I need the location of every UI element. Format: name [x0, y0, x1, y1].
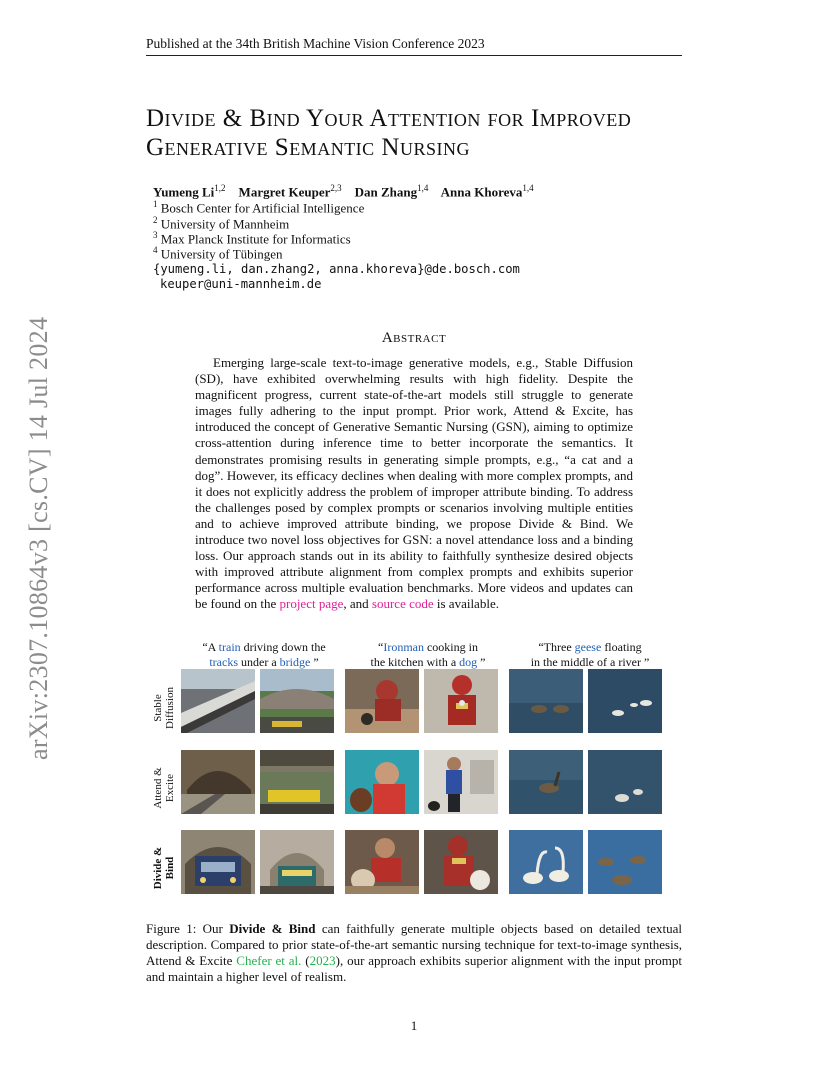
email-line[interactable]: {yumeng.li, dan.zhang2, anna.khoreva}@de.bosch.com	[153, 262, 520, 276]
title-line-1: Divide & Bind Your Attention for Improved	[146, 105, 632, 132]
citation-link[interactable]: Chefer et al.	[236, 953, 302, 968]
paper-title	[146, 104, 706, 162]
thumb-train-db-1	[181, 830, 255, 894]
thumb-train-ae-2	[260, 750, 334, 814]
thumb-geese-db-2	[588, 830, 662, 894]
caption-text: can faithfully generate multiple objects based on detailed textual description. Compared to prior state-of-the-art semantic nursing technique for text-to-image synthesis, Attend & Excite	[146, 921, 682, 968]
row-label-line: Diffusion	[164, 687, 176, 729]
row-label-line: Stable	[152, 694, 164, 722]
thumb-train-sd-1	[181, 669, 255, 733]
prompt-text: the kitchen with a	[370, 655, 460, 669]
author-list	[153, 183, 534, 200]
affiliation	[153, 245, 283, 262]
row-label-stable-diffusion	[152, 676, 176, 740]
abstract-text-end: is available.	[433, 596, 499, 612]
author-name: Dan Zhang	[354, 184, 418, 200]
prompt-keyword: bridge	[279, 655, 311, 669]
prompt-keyword: dog	[459, 655, 478, 669]
abstract-text: Emerging large-scale text-to-image generative models, e.g., Stable Diffusion (SD), have exhibited overwhelming results with high fidelity. Despite the magnificent progress, current state-of-the-art models still struggle to generate images fully adhering to the input prompt. Prior work, Attend & Excite, has introduced the concept of Generative Semantic Nursing (GSN), aiming to optimize cross-attention during inference time to better incorporate the semantics. It demonstrates promising results in generating simple prompts, e.g., “a cat and a dog”. However, its efficacy declines when dealing with more complex prompts, and it does not explicitly address the problem of improper attribute binding. To address the challenges posed by complex prompts or scenarios involving multiple entities and to achieve improved attribute binding, we propose Divide & Bind. We introduce two novel loss objectives for GSN: a novel attendance loss and a binding loss. Our approach stands out in its ability to faithfully synthesize desired objects with improved attribute alignment from complex prompts and exhibits superior performance across multiple evaluation benchmarks. More videos and updates can be found on the	[195, 355, 633, 612]
row-label-line: Bind	[164, 856, 176, 880]
figure-caption	[146, 921, 682, 985]
author-name: Yumeng Li	[153, 184, 215, 200]
affiliation-number: 3	[153, 230, 158, 240]
row-label-attend-excite	[152, 756, 176, 820]
affiliation-number: 2	[153, 215, 158, 225]
thumb-ironman-ae-2	[424, 750, 498, 814]
figure-prompt	[350, 640, 506, 670]
caption-text: ), our approach exhibits superior alignment with the input prompt and maintain a higher level of realism.	[146, 953, 682, 984]
header-rule	[146, 55, 682, 56]
abstract-text-mid: , and	[343, 596, 372, 612]
title-line-2: Generative Semantic Nursing	[146, 134, 470, 161]
caption-text: (	[301, 953, 310, 968]
email-line[interactable]: keuper@uni-mannheim.de	[160, 277, 322, 291]
author-affil-marker: 2,3	[330, 183, 342, 193]
prompt-text: in the middle of a river ”	[530, 655, 650, 669]
prompt-text: ”	[477, 655, 486, 669]
thumb-ironman-db-2	[424, 830, 498, 894]
affiliation	[153, 199, 364, 216]
figure-prompt	[512, 640, 668, 670]
prompt-keyword: train	[218, 640, 241, 654]
figure-prompt	[190, 640, 338, 670]
thumb-train-ae-1	[181, 750, 255, 814]
author-affil-marker: 1,4	[522, 183, 534, 193]
citation-year-link[interactable]: 2023	[309, 953, 336, 968]
source-code-link[interactable]: source code	[371, 596, 434, 612]
thumb-train-sd-2	[260, 669, 334, 733]
prompt-text: ”	[310, 655, 319, 669]
thumb-ironman-db-1	[345, 830, 419, 894]
author-name: Anna Khoreva	[440, 184, 523, 200]
row-label-line: Attend &	[152, 767, 164, 809]
thumb-ironman-sd-1	[345, 669, 419, 733]
prompt-text: under a	[238, 655, 280, 669]
affiliation-number: 4	[153, 245, 158, 255]
abstract-heading: Abstract	[381, 330, 447, 346]
prompt-text: cooking in	[423, 640, 478, 654]
thumb-ironman-sd-2	[424, 669, 498, 733]
author-affil-marker: 1,4	[417, 183, 429, 193]
caption-text: Figure 1: Our	[146, 921, 230, 936]
affiliation-text: University of Mannheim	[160, 216, 290, 232]
prompt-keyword: Ironman	[383, 640, 424, 654]
thumb-geese-ae-1	[509, 750, 583, 814]
arxiv-identifier[interactable]: arXiv:2307.10864v3 [cs.CV] 14 Jul 2024	[24, 316, 53, 760]
thumb-geese-sd-2	[588, 669, 662, 733]
thumb-geese-sd-1	[509, 669, 583, 733]
running-header: Published at the 34th British Machine Vision Conference 2023	[146, 36, 485, 51]
thumb-train-db-2	[260, 830, 334, 894]
prompt-text: “	[378, 640, 384, 654]
author-name: Margret Keuper	[238, 184, 331, 200]
affiliation-text: Bosch Center for Artificial Intelligence	[160, 200, 365, 216]
row-label-line: Divide &	[152, 846, 164, 890]
caption-method-name: Divide & Bind	[229, 921, 316, 936]
author-affil-marker: 1,2	[214, 183, 226, 193]
prompt-keyword: tracks	[209, 655, 238, 669]
prompt-text: driving down the	[240, 640, 326, 654]
page-number: 1	[410, 1018, 418, 1033]
affiliation-number: 1	[153, 199, 158, 209]
prompt-text: “A	[202, 640, 219, 654]
thumb-geese-db-1	[509, 830, 583, 894]
project-page-link[interactable]: project page	[279, 596, 344, 612]
prompt-text: “Three	[538, 640, 575, 654]
thumb-ironman-ae-1	[345, 750, 419, 814]
prompt-text: floating	[601, 640, 642, 654]
thumb-geese-ae-2	[588, 750, 662, 814]
abstract-body	[195, 355, 633, 613]
affiliation-text: Max Planck Institute for Informatics	[160, 231, 351, 247]
row-label-line: Excite	[164, 773, 176, 803]
affiliation-text: University of Tübingen	[160, 246, 283, 262]
row-label-divide-bind	[152, 836, 176, 900]
prompt-keyword: geese	[574, 640, 602, 654]
